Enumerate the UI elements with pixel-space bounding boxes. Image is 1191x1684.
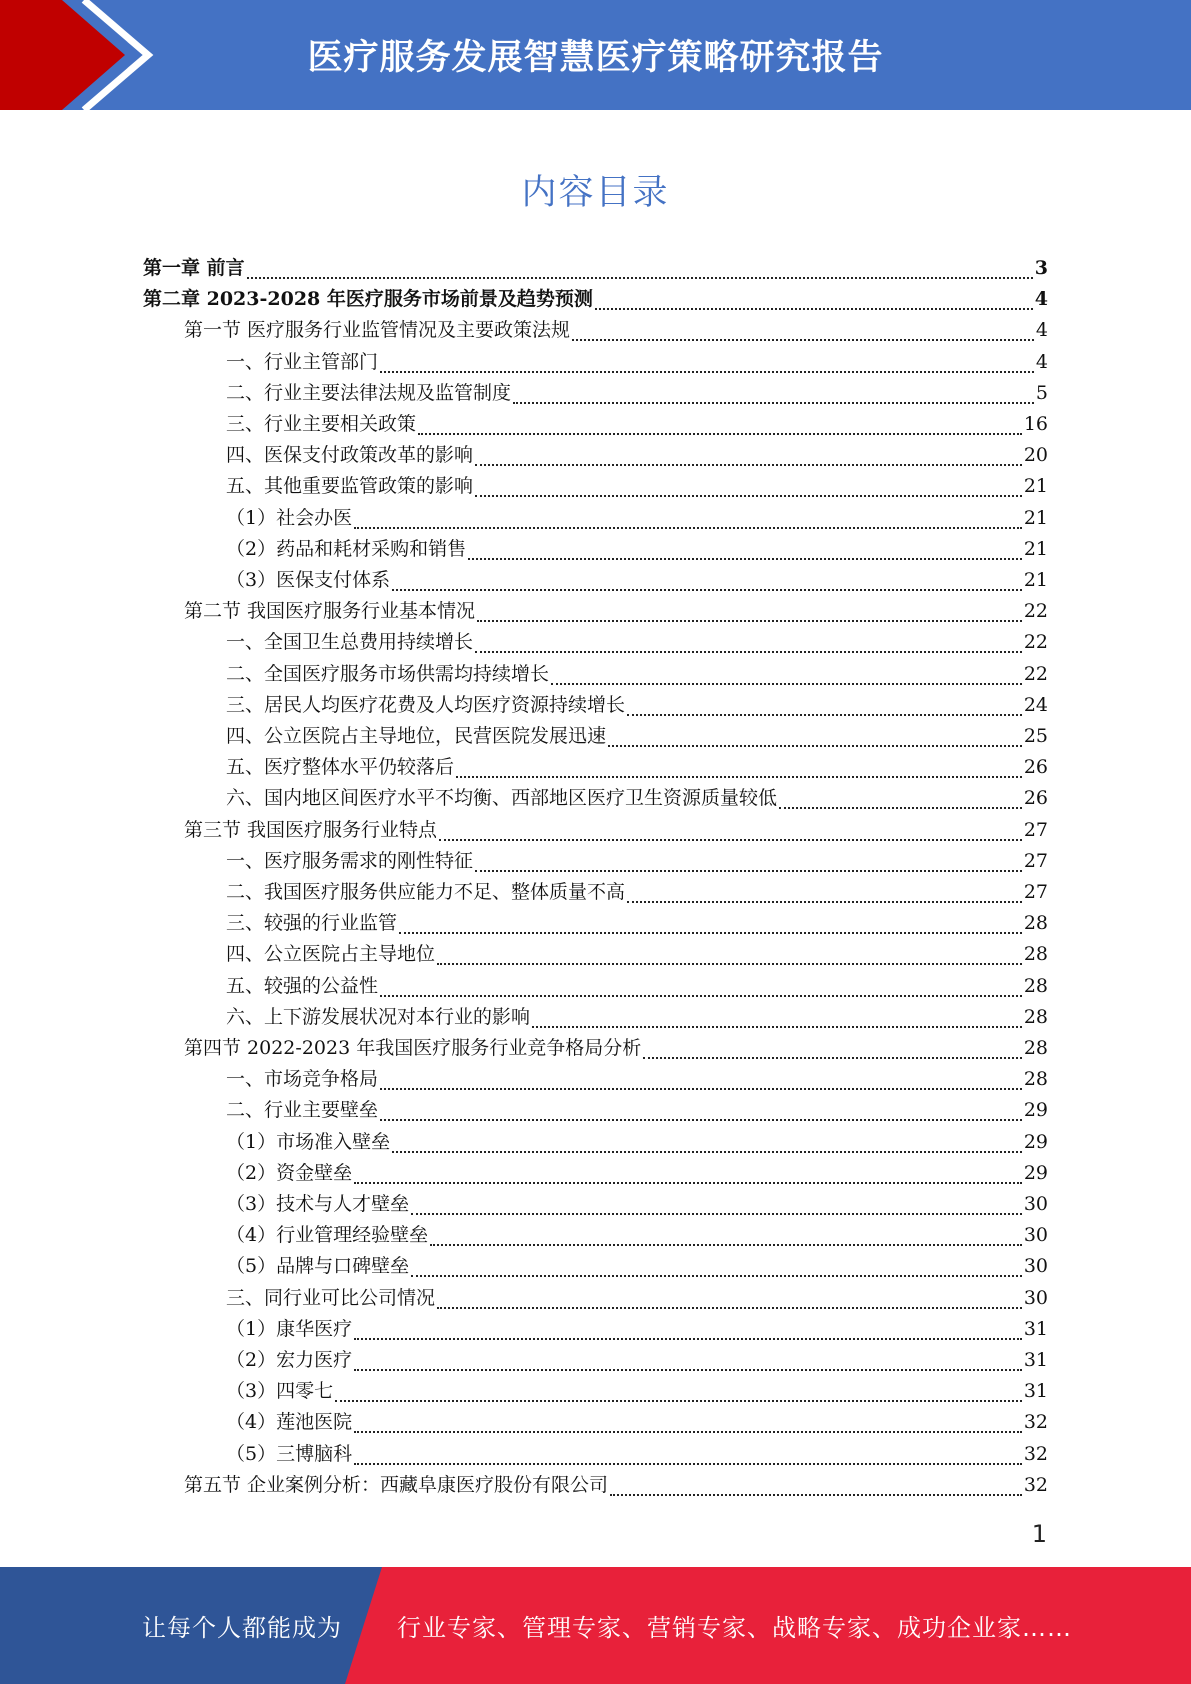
toc-entry-label: 第四节 2022-2023 年我国医疗服务行业竞争格局分析	[184, 1037, 642, 1059]
toc-dot-leader	[247, 276, 1033, 279]
toc-entry-label: 二、行业主要壁垒	[226, 1099, 379, 1122]
toc-dot-leader	[392, 1150, 1022, 1153]
page-number: 1	[1031, 1520, 1047, 1548]
toc-entry[interactable]	[226, 627, 1048, 658]
toc-dot-leader	[354, 1337, 1022, 1340]
toc-entry-page: 27	[1023, 881, 1048, 903]
toc-heading: 内容目录	[521, 173, 670, 213]
toc-entry-page: 27	[1023, 818, 1048, 841]
toc-entry-label: 二、我国医疗服务供应能力不足、整体质量不高	[226, 881, 626, 903]
toc-entry-label: 三、居民人均医疗花费及人均医疗资源持续增长	[226, 693, 626, 716]
toc-entry-label: 一、医疗服务需求的刚性特征	[226, 849, 474, 872]
toc-entry-page: 31	[1023, 1349, 1048, 1371]
toc-entry[interactable]	[226, 877, 1048, 908]
toc-entry-label: 二、行业主要法律法规及监管制度	[226, 381, 512, 404]
toc-entry[interactable]	[184, 1470, 1048, 1501]
toc-entry-page: 26	[1023, 787, 1048, 810]
toc-dot-leader	[437, 962, 1022, 965]
toc-entry-label: （1）社会办医	[226, 506, 353, 529]
toc-dot-leader	[354, 1368, 1022, 1371]
toc-entry-page: 20	[1023, 444, 1048, 467]
toc-dot-leader	[475, 869, 1022, 872]
toc-entry-label: 一、行业主管部门	[226, 350, 379, 373]
toc-entry-label: （5）品牌与口碑壁垒	[226, 1255, 410, 1278]
toc-dot-leader	[475, 494, 1022, 497]
toc-entry-label: （2）宏力医疗	[226, 1349, 353, 1371]
footer-slogan-right: 行业专家、管理专家、营销专家、战略专家、成功企业家……	[397, 1614, 1072, 1642]
toc-entry-label: 第一节 医疗服务行业监管情况及主要政策法规	[184, 319, 571, 342]
toc-entry-label: 第二章 2023-2028 年医疗服务市场前景及趋势预测	[143, 288, 593, 311]
toc-entry[interactable]	[226, 1220, 1048, 1251]
toc-entry-page: 4	[1035, 350, 1048, 373]
toc-entry-page: 3	[1034, 257, 1048, 279]
toc-entry-label: 四、公立医院占主导地位	[226, 943, 436, 966]
toc-entry-page: 24	[1023, 693, 1048, 716]
toc-entry[interactable]	[226, 659, 1048, 690]
toc-entry[interactable]	[226, 347, 1048, 378]
header-bar	[0, 0, 1191, 110]
toc-entry-page: 31	[1023, 1317, 1048, 1340]
toc-entry[interactable]	[226, 783, 1048, 814]
toc-dot-leader	[595, 307, 1033, 310]
toc-entry[interactable]	[184, 596, 1048, 627]
toc-dot-leader	[418, 432, 1022, 435]
toc-entry-page: 21	[1023, 506, 1048, 529]
toc-entry-page: 22	[1023, 600, 1048, 623]
toc-entry[interactable]	[226, 1189, 1048, 1220]
toc-entry[interactable]	[226, 846, 1048, 877]
toc-dot-leader	[475, 463, 1022, 466]
toc-entry-page: 22	[1023, 662, 1048, 685]
toc-entry-label: 四、公立医院占主导地位，民营医院发展迅速	[226, 725, 607, 747]
toc-entry-page: 4	[1034, 288, 1048, 311]
toc-entry-page: 5	[1035, 381, 1048, 404]
toc-dot-leader	[354, 1430, 1022, 1433]
toc-entry-label: 第三节 我国医疗服务行业特点	[184, 818, 438, 841]
toc-dot-leader	[627, 900, 1022, 903]
toc-entry-label: （4）行业管理经验壁垒	[226, 1224, 429, 1247]
toc-entry-label: 四、医保支付政策改革的影响	[226, 444, 474, 467]
toc-entry-label: （1）市场准入壁垒	[226, 1130, 391, 1153]
toc-entry-page: 25	[1023, 725, 1048, 747]
toc-entry-label: 三、行业主要相关政策	[226, 413, 417, 435]
toc-dot-leader	[468, 557, 1022, 560]
toc-entry[interactable]	[226, 752, 1048, 783]
toc-entry-label: 三、较强的行业监管	[226, 912, 398, 935]
toc-entry-label: 六、上下游发展状况对本行业的影响	[226, 1005, 531, 1028]
toc-dot-leader	[456, 775, 1022, 778]
toc-entry-label: （2）资金壁垒	[226, 1161, 353, 1184]
toc-entry[interactable]	[184, 315, 1048, 346]
toc-entry-page: 28	[1023, 1037, 1048, 1059]
toc-entry-page: 30	[1023, 1255, 1048, 1278]
toc-dot-leader	[354, 1181, 1022, 1184]
toc-entry[interactable]	[226, 440, 1048, 471]
toc-entry-page: 29	[1023, 1161, 1048, 1184]
toc-entry[interactable]	[143, 284, 1048, 315]
toc-entry-page: 27	[1023, 849, 1048, 872]
toc-entry-page: 21	[1023, 569, 1048, 591]
toc-entry[interactable]	[184, 815, 1048, 846]
toc-entry-page: 21	[1023, 537, 1048, 560]
toc-entry-page: 29	[1023, 1099, 1048, 1122]
toc-dot-leader	[477, 619, 1022, 622]
toc-entry-page: 31	[1023, 1380, 1048, 1403]
toc-entry[interactable]	[226, 1283, 1048, 1314]
toc-entry-label: （3）医保支付体系	[226, 569, 391, 591]
toc-dot-leader	[380, 370, 1034, 373]
toc-entry-page: 29	[1023, 1130, 1048, 1153]
toc-entry-label: （3）技术与人才壁垒	[226, 1193, 410, 1215]
toc-entry[interactable]	[226, 939, 1048, 970]
toc-entry[interactable]	[226, 503, 1048, 534]
toc-entry-label: （3）四零七	[226, 1380, 334, 1403]
toc-dot-leader	[610, 1493, 1022, 1496]
toc-dot-leader	[643, 1056, 1022, 1059]
toc-entry-label: 二、全国医疗服务市场供需均持续增长	[226, 662, 550, 685]
toc-entry[interactable]	[226, 1439, 1048, 1470]
toc-dot-leader	[354, 1462, 1022, 1465]
toc-dot-leader	[551, 682, 1022, 685]
toc-dot-leader	[627, 713, 1022, 716]
toc-entry[interactable]	[226, 1251, 1048, 1282]
toc-entry-page: 4	[1035, 319, 1048, 342]
toc-entry-label: （1）康华医疗	[226, 1317, 353, 1340]
toc-entry[interactable]	[226, 471, 1048, 502]
toc-entry-label: 第一章 前言	[143, 257, 245, 279]
toc-dot-leader	[430, 1243, 1022, 1246]
toc-entry[interactable]	[226, 721, 1048, 752]
toc-entry-label: 一、全国卫生总费用持续增长	[226, 631, 474, 654]
toc-entry[interactable]	[226, 690, 1048, 721]
toc-entry[interactable]	[226, 1095, 1048, 1126]
toc-dot-leader	[411, 1212, 1022, 1215]
toc-entry-label: 六、国内地区间医疗水平不均衡、西部地区医疗卫生资源质量较低	[226, 787, 778, 810]
toc-entry[interactable]	[226, 908, 1048, 939]
toc-entry[interactable]	[226, 1376, 1048, 1407]
toc-entry-label: 三、同行业可比公司情况	[226, 1286, 436, 1309]
toc-entry-page: 22	[1023, 631, 1048, 654]
toc-entry[interactable]	[226, 565, 1048, 596]
toc-entry[interactable]	[226, 1158, 1048, 1189]
toc-dot-leader	[437, 1306, 1022, 1309]
toc-entry-page: 28	[1023, 943, 1048, 966]
toc-entry-page: 32	[1023, 1442, 1048, 1465]
toc-entry[interactable]	[226, 534, 1048, 565]
toc-entry[interactable]	[226, 1002, 1048, 1033]
toc-entry-page: 16	[1023, 413, 1048, 435]
toc-entry-page: 30	[1023, 1193, 1048, 1215]
toc-entry-page: 30	[1023, 1224, 1048, 1247]
footer-slogan-left: 让每个人都能成为	[142, 1614, 342, 1642]
toc-entry-page: 30	[1023, 1286, 1048, 1309]
toc-entry-label: 五、其他重要监管政策的影响	[226, 475, 474, 498]
toc-dot-leader	[411, 1274, 1022, 1277]
toc-entry-page: 28	[1023, 912, 1048, 935]
toc-entry-label: （4）莲池医院	[226, 1411, 353, 1434]
toc-entry-label: 第二节 我国医疗服务行业基本情况	[184, 600, 476, 623]
toc-entry[interactable]	[226, 1407, 1048, 1438]
toc-entry[interactable]	[226, 1314, 1048, 1345]
toc-entry-label: 一、市场竞争格局	[226, 1068, 379, 1091]
toc-dot-leader	[475, 650, 1022, 653]
toc-dot-leader	[513, 401, 1034, 404]
toc-entry-page: 28	[1023, 1068, 1048, 1091]
toc-entry-label: 五、医疗整体水平仍较落后	[226, 756, 455, 779]
toc-entry[interactable]	[226, 1064, 1048, 1095]
toc-dot-leader	[779, 806, 1022, 809]
footer-bar	[0, 1567, 1191, 1684]
toc-dot-leader	[354, 526, 1022, 529]
toc-entry-page: 28	[1023, 974, 1048, 997]
toc-dot-leader	[380, 1118, 1022, 1121]
toc-entry-label: （5）三博脑科	[226, 1442, 353, 1465]
toc-entry[interactable]	[226, 409, 1048, 440]
toc-entry[interactable]	[226, 1127, 1048, 1158]
toc-entry[interactable]	[184, 1033, 1048, 1064]
toc-entry-label: 五、较强的公益性	[226, 974, 379, 997]
toc-dot-leader	[532, 1025, 1022, 1028]
toc-dot-leader	[380, 1087, 1022, 1090]
toc-entry[interactable]	[226, 1345, 1048, 1376]
toc-entry-page: 28	[1023, 1005, 1048, 1028]
toc-dot-leader	[380, 994, 1022, 997]
toc-dot-leader	[572, 338, 1034, 341]
toc-dot-leader	[439, 838, 1022, 841]
toc-entry-page: 32	[1023, 1473, 1048, 1496]
toc-entry-page: 21	[1023, 475, 1048, 498]
toc-entry[interactable]	[143, 253, 1048, 284]
toc-entry-page: 26	[1023, 756, 1048, 779]
report-title: 医疗服务发展智慧医疗策略研究报告	[307, 38, 884, 78]
toc-entry-label: 第五节 企业案例分析：西藏阜康医疗股份有限公司	[184, 1473, 609, 1496]
toc-entry[interactable]	[226, 971, 1048, 1002]
toc-dot-leader	[399, 931, 1022, 934]
toc-dot-leader	[392, 588, 1022, 591]
toc-entry-page: 32	[1023, 1411, 1048, 1434]
toc-dot-leader	[335, 1399, 1022, 1402]
toc-entry-label: （2）药品和耗材采购和销售	[226, 537, 467, 560]
toc-entry[interactable]	[226, 378, 1048, 409]
toc-dot-leader	[608, 744, 1022, 747]
